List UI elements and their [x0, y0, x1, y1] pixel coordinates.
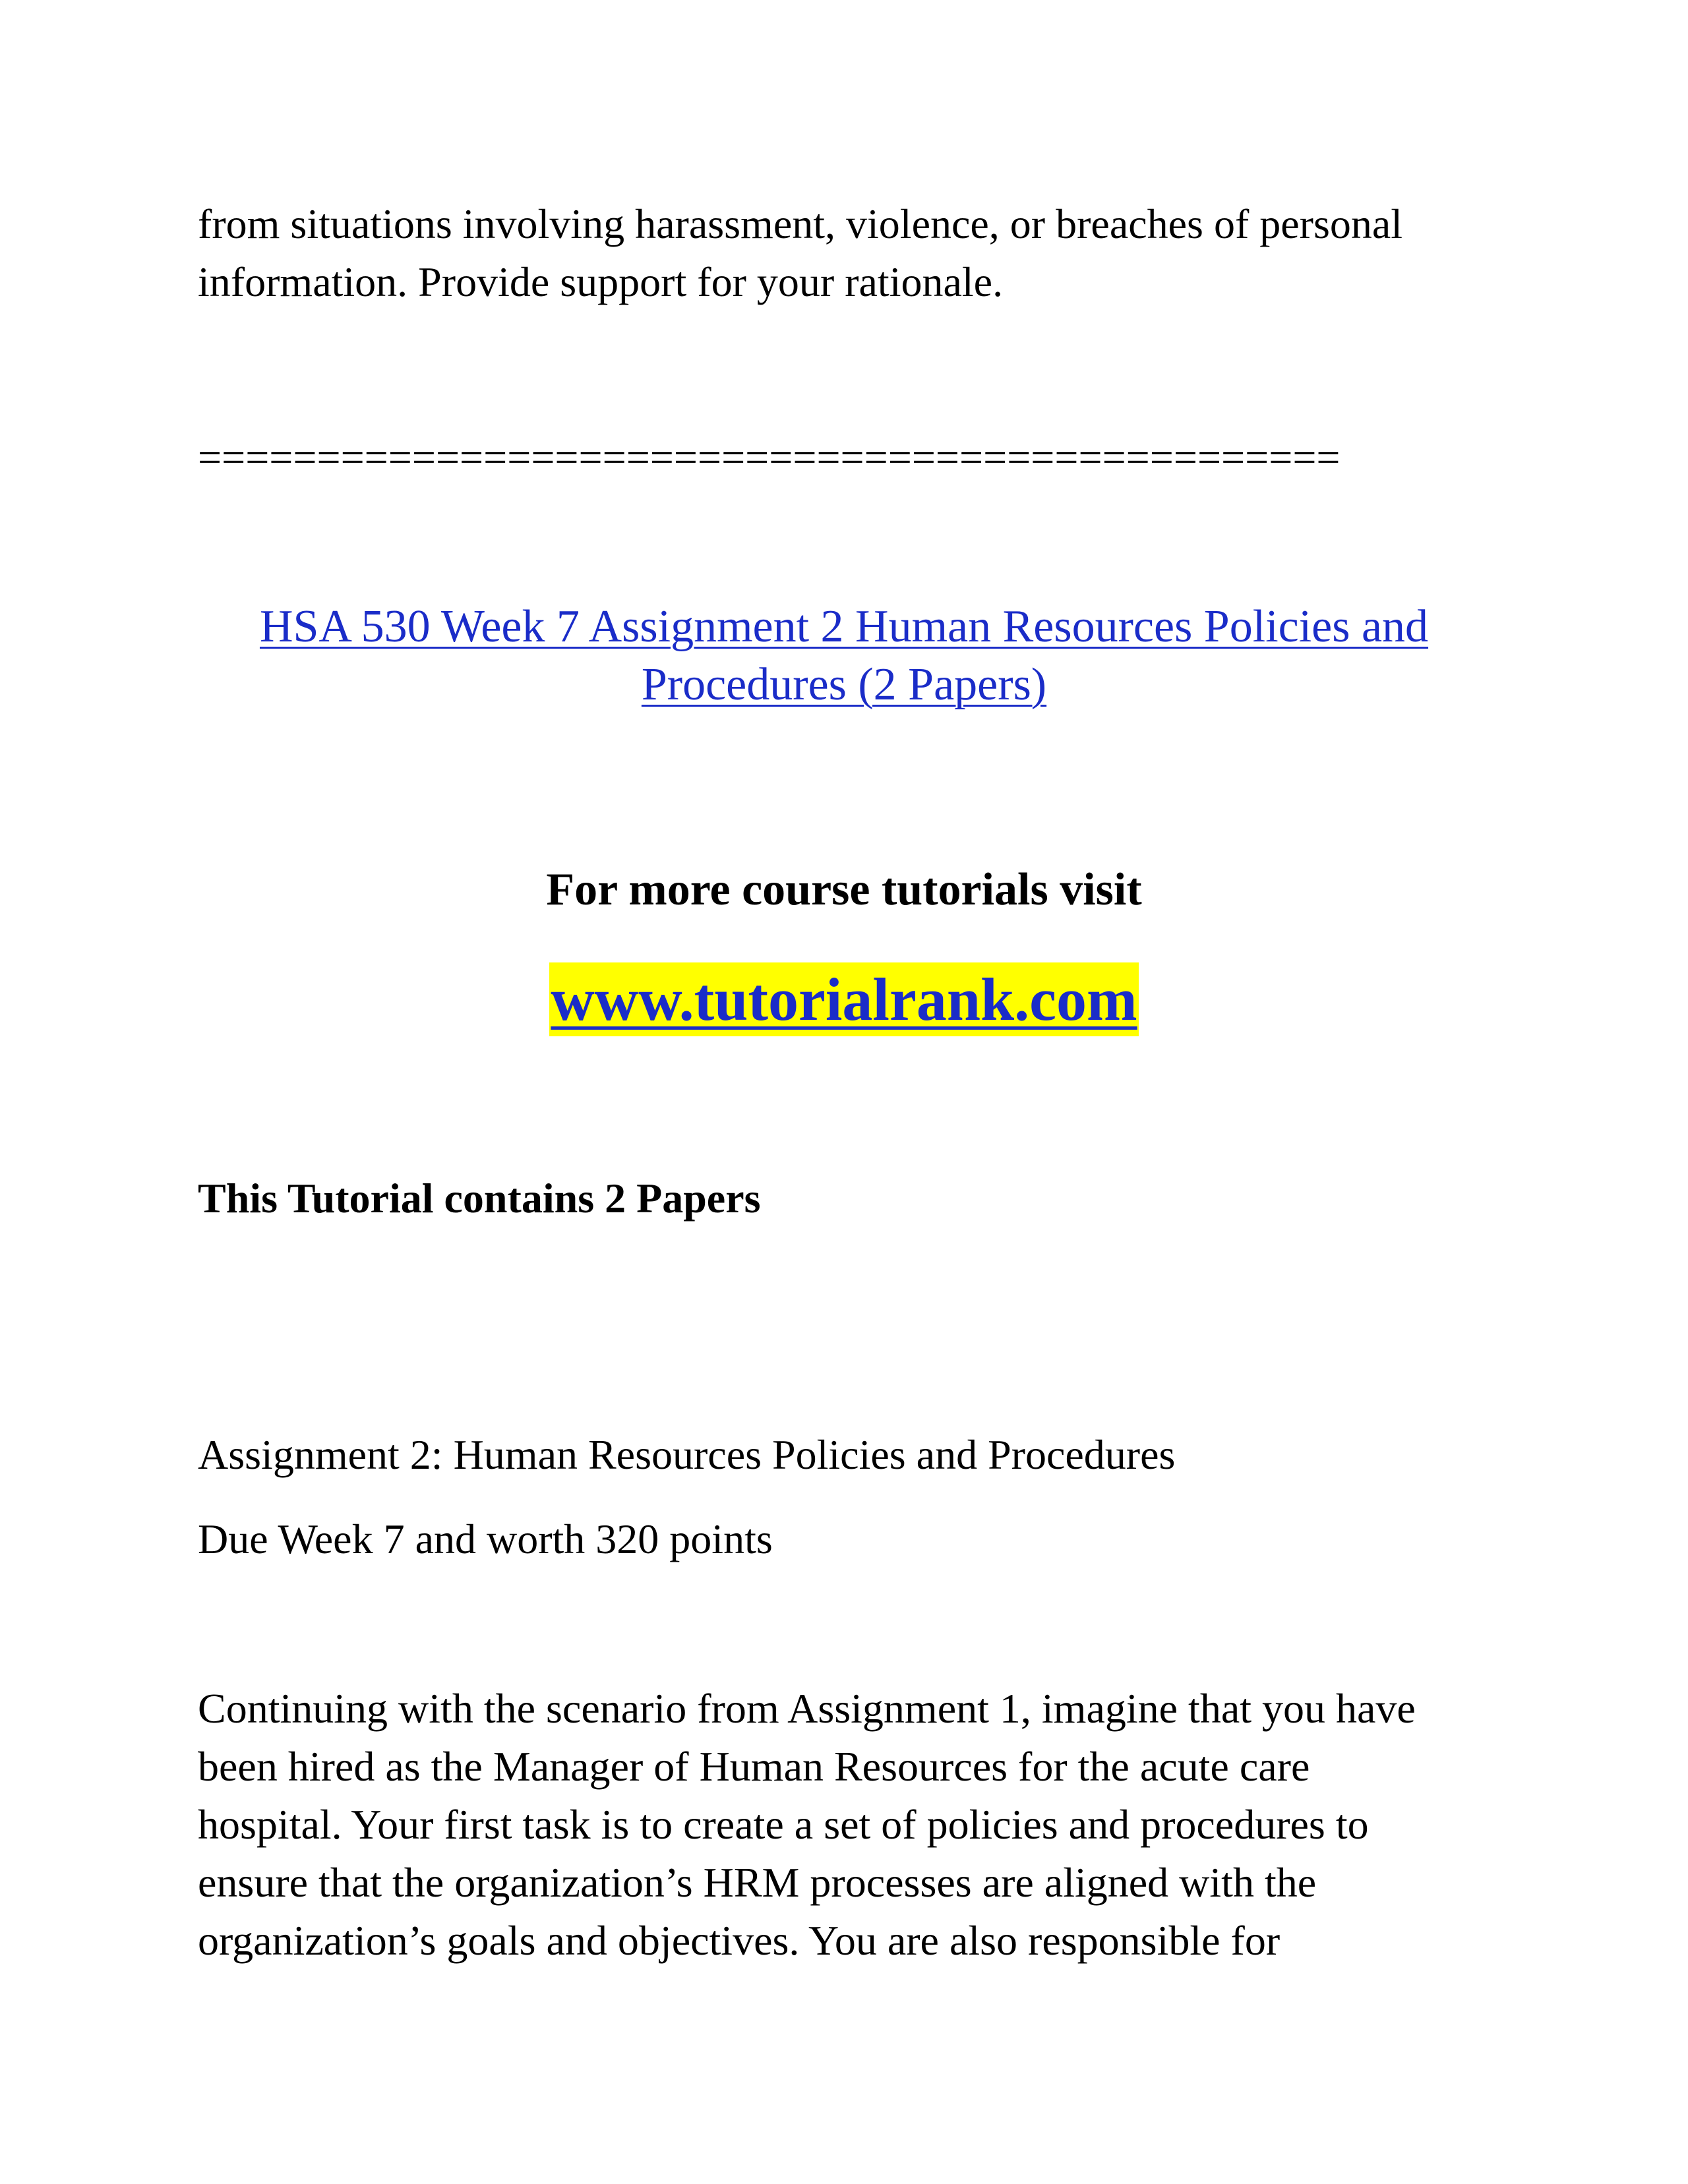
assignment-heading: Assignment 2: Human Resources Policies and Procedures [198, 1431, 1176, 1478]
assignment-title-link[interactable]: HSA 530 Week 7 Assignment 2 Human Resources Policies and Procedures (2 Papers) [259, 601, 1429, 710]
due-date-text: Due Week 7 and worth 320 points [198, 1516, 773, 1562]
intro-paragraph: from situations involving harassment, violence, or breaches of personal information. Provide support for your rationale. [198, 200, 1403, 305]
scenario-paragraph: Continuing with the scenario from Assignment 1, imagine that you have been hired as the Manager of Human Resources for the acute care hospital. Your first task is to create a set of policies and procedures to ensure that the organization’s HRM processes are aligned with the organization’s goals and objectives. You are also responsible for [198, 1685, 1416, 1964]
visit-heading: For more course tutorials visit [546, 864, 1142, 915]
tutorial-contents-note: This Tutorial contains 2 Papers [198, 1175, 761, 1222]
site-link-container [0, 962, 1688, 1036]
separator-line: ================================================ [198, 434, 1341, 481]
website-link[interactable]: www.tutorialrank.com [549, 962, 1138, 1036]
